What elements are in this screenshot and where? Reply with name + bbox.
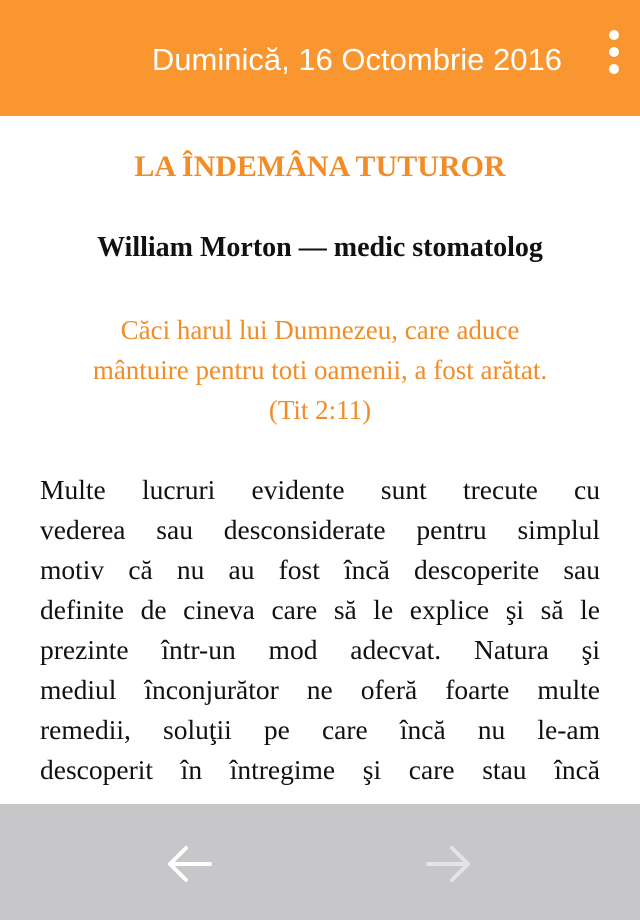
arrow-left-icon xyxy=(162,836,218,892)
body-line: motiv că nu au fost încă descoperite sau xyxy=(40,554,600,585)
body-line: vederea sau desconsiderate pentru simplul xyxy=(40,514,600,545)
bible-verse xyxy=(30,310,610,430)
body-line: descoperit în întregime şi care stau încă xyxy=(40,754,600,785)
article-title: William Morton — medic stomatolog xyxy=(97,232,543,263)
body-line: Multe lucruri evidente sunt trecute cu xyxy=(40,474,600,505)
app-header xyxy=(0,0,640,116)
body-line: prezinte într-un mod adecvat. Natura şi xyxy=(40,634,600,665)
previous-day-button[interactable] xyxy=(162,836,218,892)
verse-line: mântuire pentru toti oamenii, a fost arătat. xyxy=(92,355,548,385)
bottom-nav-bar xyxy=(0,804,640,920)
next-day-button[interactable] xyxy=(420,836,476,892)
more-vertical-icon xyxy=(609,30,619,40)
section-title: LA ÎNDEMÂNA TUTUROR xyxy=(134,150,506,183)
reading-content[interactable] xyxy=(0,116,640,804)
body-line: mediul înconjurător ne oferă foarte multe xyxy=(40,674,600,705)
page-title-date: Duminică, 16 Octombrie 2016 xyxy=(151,42,562,77)
article-body xyxy=(40,470,600,790)
more-menu-button[interactable] xyxy=(596,28,632,76)
verse-reference: (Tit 2:11) xyxy=(268,395,372,425)
arrow-right-icon xyxy=(420,836,476,892)
body-line: definite de cineva care să le explice şi să le xyxy=(40,594,600,625)
verse-line: Căci harul lui Dumnezeu, care aduce xyxy=(120,315,520,345)
more-vertical-icon-dot xyxy=(609,47,619,57)
more-vertical-icon-dot xyxy=(609,64,619,74)
body-line: remedii, soluţii pe care încă nu le-am xyxy=(40,714,600,745)
